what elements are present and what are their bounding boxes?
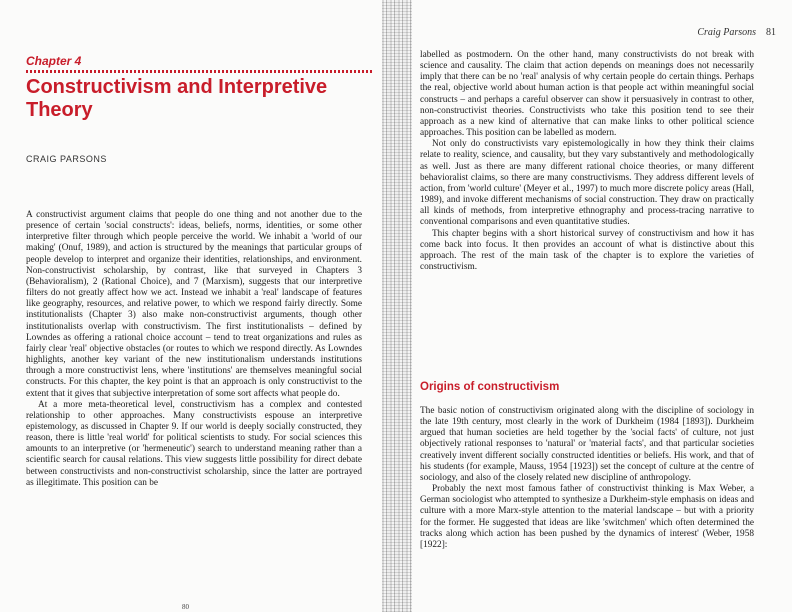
paragraph: A constructivist argument claims that people do one thing and not another due to the presence of certain 'social constructs': ideas, beliefs, norms, identities, or some other interpretive filter through which people perceive the world. We inhabit a 'world of our making' (Onuf, 1989), and action is structured by the meanings that particular groups of people develop to interpret and organize their identities, relationships, and environment. Non-constructivist scholarship, by contrast, like that surveyed in Chapters 3 (Behavioralism), 2 (Rational Choice), and 7 (Marxism), suggests that our interpretive filters do not greatly affect how we act. Instead we inhabit a 'real' landscape of features like geography, resources, and relative power, to which we respond fairly directly. Some institutionalists (Chapter 3) also make non-constructivist arguments, though other institutionalists overlap with constructivism. The first institutionalists – defined by Lowndes as offering a rational choice account – tend to treat organizations and rules as fairly clear 'real' objective obstacles (or routes to which we respond directly. As Lowndes highlights, another key variant of the new institutionalism understands institutions through a more constructivist lens, where 'institutions' are themselves meaningful social constructs. For this chapter, the key point is that an approach is only constructivist to the extent that it gives that subjective interpretation of some sort affects what people do. — [26, 210, 362, 399]
paragraph: Not only do constructivists vary epistemologically in how they think their claims relate to reality, science, and causality, but they vary substantively and methodologically as well. Just as there are many different rational choice theories, or many different behavioralist claims, so there are many constructivisms. They address different levels of action, from 'world culture' (Meyer et al., 1997) to much more discrete policy areas (Hall, 1989), and invoke different mechanisms of social construction. They draw on practically all kinds of methods, from interpretive ethnography and process-tracing narrative to conventional comparisons and even quantitative studies. — [420, 139, 754, 228]
chapter-label: Chapter 4 — [26, 54, 82, 68]
author-name: CRAIG PARSONS — [26, 154, 107, 164]
running-head-author: Craig Parsons — [697, 27, 756, 38]
chapter-rule — [26, 70, 374, 73]
left-page — [0, 0, 392, 612]
right-page — [412, 0, 792, 612]
paragraph: At a more meta-theoretical level, constructivism has a complex and contested relationship to other approaches. Many constructivists espouse an interpretive epistemology, as discussed in Chapter 9. If our world is deeply socially constructed, they reason, there is little 'real world' for political scientists to study. For social sciences this amounts to an interpretive (or 'hermeneutic') search to understand meaning rather than a scientific search for causal relations. This view suggests little possibility for direct debate between constructivists and non-constructivist scholarship, since the latter are portrayed as illegitimate. This position can be — [26, 399, 362, 488]
page-number: 81 — [766, 27, 776, 38]
left-body-text — [26, 210, 362, 489]
paragraph: The basic notion of constructivism originated along with the discipline of sociology in the late 19th century, most clearly in the work of Durkheim (1984 [1893]). Durkheim argued that human societies are held together by the 'social facts' of culture, not just objectively rational responses to 'natural' or 'material facts', and that particular societies creatively invent different socially constructed identities or beliefs. His work, and that of his students (for example, Mauss, 1954 [1923]) set the concept of culture at the centre of sociology, and also of the closely related new discipline of anthropology. — [420, 406, 754, 483]
folio: 80 — [182, 603, 189, 611]
right-body-text-bottom — [420, 406, 754, 551]
section-heading: Origins of constructivism — [420, 381, 560, 393]
chapter-title: Constructivism and Interpretive Theory — [26, 76, 328, 121]
running-head — [697, 27, 776, 38]
paragraph: labelled as postmodern. On the other hand, many constructivists do not break with science and causality. The claim that action depends on meanings does not necessarily imply that there can be no 'real' analysis of why certain people do certain things. Perhaps the real, objective world about human action is that people act within meaningful social constructs – and perhaps a careful observer can show it persuasively in contrast to other, non-constructivist theories. Constructivists who take this position tend to see their approach as a new kind of alternative that can make links to other political science approaches. This position can be labelled as modern. — [420, 50, 754, 139]
right-body-text-top — [420, 50, 754, 273]
book-gutter — [382, 0, 416, 612]
paragraph: Probably the next most famous father of constructivist thinking is Max Weber, a German sociologist who attempted to synthesize a Durkheim-style emphasis on ideas and culture with a more Marx-style attention to the material landscape – but with a priority for the former. He suggested that ideas are like 'switchmen' which often determined the tracks along which action has been pushed by the dynamics of interest' (Weber, 1958 [1922]: — [420, 484, 754, 550]
paragraph: This chapter begins with a short historical survey of constructivism and how it has come back into focus. It then provides an account of what is distinctive about this approach. The rest of the main task of the chapter is to explore the varieties of constructivism. — [420, 228, 754, 272]
